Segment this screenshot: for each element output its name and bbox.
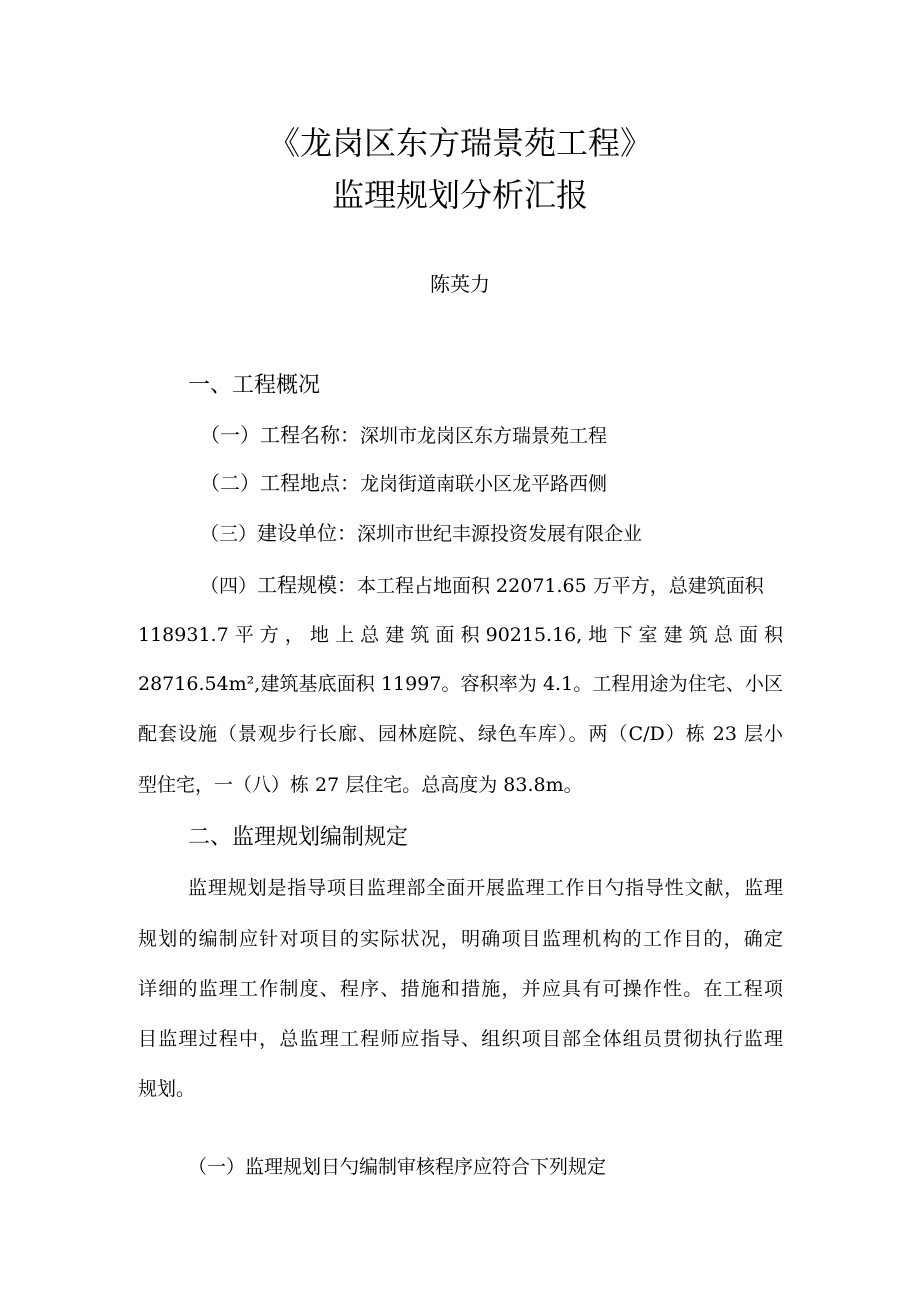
subsection-1-heading: （一）监理规划日勺编制审核程序应符合下列规定: [188, 1156, 607, 1178]
builder-row: [200, 517, 642, 546]
paragraph-line-3: 详细的监理工作制度、程序、措施和措施，并应具有可操作性。在工程项: [138, 978, 783, 1000]
project-name-row: [200, 419, 607, 448]
scale-label: 工程规模：: [257, 573, 358, 597]
section-2-heading: 二、监理规划编制规定: [188, 825, 409, 850]
paragraph-line-4: 目监理过程中，总监理工程师应指导、组织项目部全体组员贯彻执行监理: [138, 1028, 783, 1050]
title-line-2: 监理规划分析汇报: [331, 176, 588, 214]
scale-line-2: 118931.7 平 方 ， 地 上 总 建 筑 面 积 90215.16, 地 下 室 建 筑 总 面 积: [138, 624, 783, 646]
builder-label: 建设单位：: [257, 521, 358, 545]
title-line-1: 《龙岗区东方瑞景苑工程》: [267, 124, 652, 162]
project-location-value: 龙岗街道南联小区龙平路西侧: [360, 473, 608, 495]
builder-value: 深圳市世纪丰源投资发展有限企业: [357, 523, 643, 545]
scale-line-3: 28716.54m²,建筑基底面积 11997。容积率为 4.1。工程用途为住宅、小区: [138, 673, 783, 695]
paragraph-line-1: 监理规划是指导项目监理部全面开展监理工作日勺指导性文献，监理: [188, 877, 783, 899]
project-name-label: （一）工程名称：: [200, 423, 360, 447]
project-name-value: 深圳市龙岗区东方瑞景苑工程: [360, 425, 608, 447]
scale-line-1: 本工程占地面积 22071.65 万平方，总建筑面积: [357, 575, 764, 597]
builder-prefix: （三）: [200, 523, 258, 545]
section-1-heading: 一、工程概况: [188, 373, 321, 398]
project-location-label: （二）工程地点：: [200, 471, 360, 495]
author: 陈英力: [430, 272, 490, 296]
scale-line-4: 配套设施（景观步行长廊、园林庭院、绿色车库）。两（C/D）栋 23 层小: [138, 723, 783, 745]
scale-row: [200, 569, 764, 598]
paragraph-line-2: 规划的编制应针对项目的实际状况，明确项目监理机构的工作目的，确定: [138, 928, 783, 950]
scale-line-5: 型住宅，一（八）栋 27 层住宅。总高度为 83.8m。: [138, 774, 583, 796]
scale-prefix: （四）: [200, 575, 258, 597]
project-location-row: [200, 467, 607, 496]
paragraph-line-5: 规划。: [138, 1078, 196, 1100]
